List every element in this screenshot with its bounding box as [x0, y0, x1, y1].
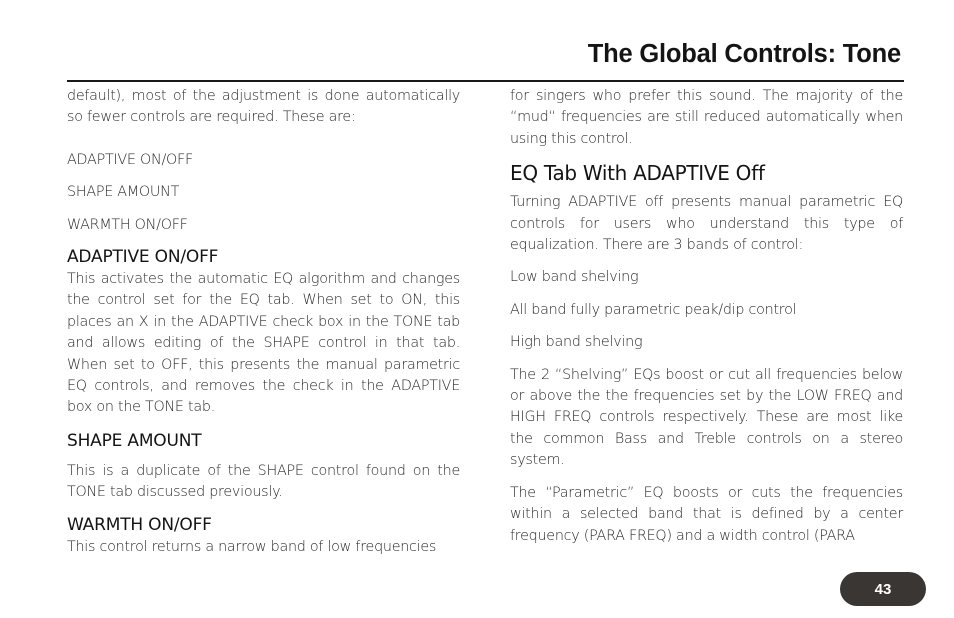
band-list-item: Low band shelving [510, 269, 639, 286]
adaptive-paragraph: This activates the automatic EQ algorithm and changes the control set for the EQ tab. When set to ON, this places an X in the ADAPTIVE check box in the TONE tab and allows editing of the SHAPE control in that tab. When set to OFF, this presents the manual parametric EQ controls, and removes the check in the ADAPTIVE box on the TONE tab. [67, 271, 460, 416]
warmth-paragraph: This control returns a narrow band of low frequencies [67, 538, 437, 555]
section-intro-paragraph: Turning ADAPTIVE off presents manual parametric EQ controls for users who understand this type of equalization. There are 3 bands of control: [510, 194, 903, 254]
right-column [510, 86, 903, 547]
continuation-paragraph: for singers who prefer this sound. The majority of the “mud“ frequencies are still reduced automatically when using this control. [510, 88, 903, 147]
page-title: The Global Controls: Tone [587, 40, 901, 68]
left-column [67, 86, 460, 558]
parametric-paragraph: The “Parametric” EQ boosts or cuts the frequencies within a selected band that is defined by a center frequency (PARA FREQ) and a width control (PARA [510, 484, 903, 544]
intro-paragraph: default), most of the adjustment is done automatically so fewer controls are required. These are: [67, 88, 460, 126]
section-heading: EQ Tab With ADAPTIVE Off [510, 161, 765, 186]
adaptive-heading: ADAPTIVE ON/OFF [67, 247, 219, 268]
header-rule [67, 80, 904, 82]
shelving-paragraph: The 2 “Shelving” EQs boost or cut all frequencies below or above the the frequencies set by the LOW FREQ and HIGH FREQ controls respectively. These are most like the common Bass and Treble controls on a stereo system. [510, 366, 903, 469]
shape-paragraph: This is a duplicate of the SHAPE control found on the TONE tab discussed previously. [67, 462, 460, 501]
band-list-item: High band shelving [510, 334, 643, 351]
control-list-item: ADAPTIVE ON/OFF [67, 151, 193, 168]
band-list-item: All band fully parametric peak/dip control [510, 301, 797, 318]
control-list-item: SHAPE AMOUNT [67, 184, 180, 201]
page-number-badge: 43 [840, 572, 926, 606]
control-list-item: WARMTH ON/OFF [67, 216, 188, 233]
shape-heading: SHAPE AMOUNT [67, 430, 202, 451]
warmth-heading: WARMTH ON/OFF [67, 514, 212, 535]
